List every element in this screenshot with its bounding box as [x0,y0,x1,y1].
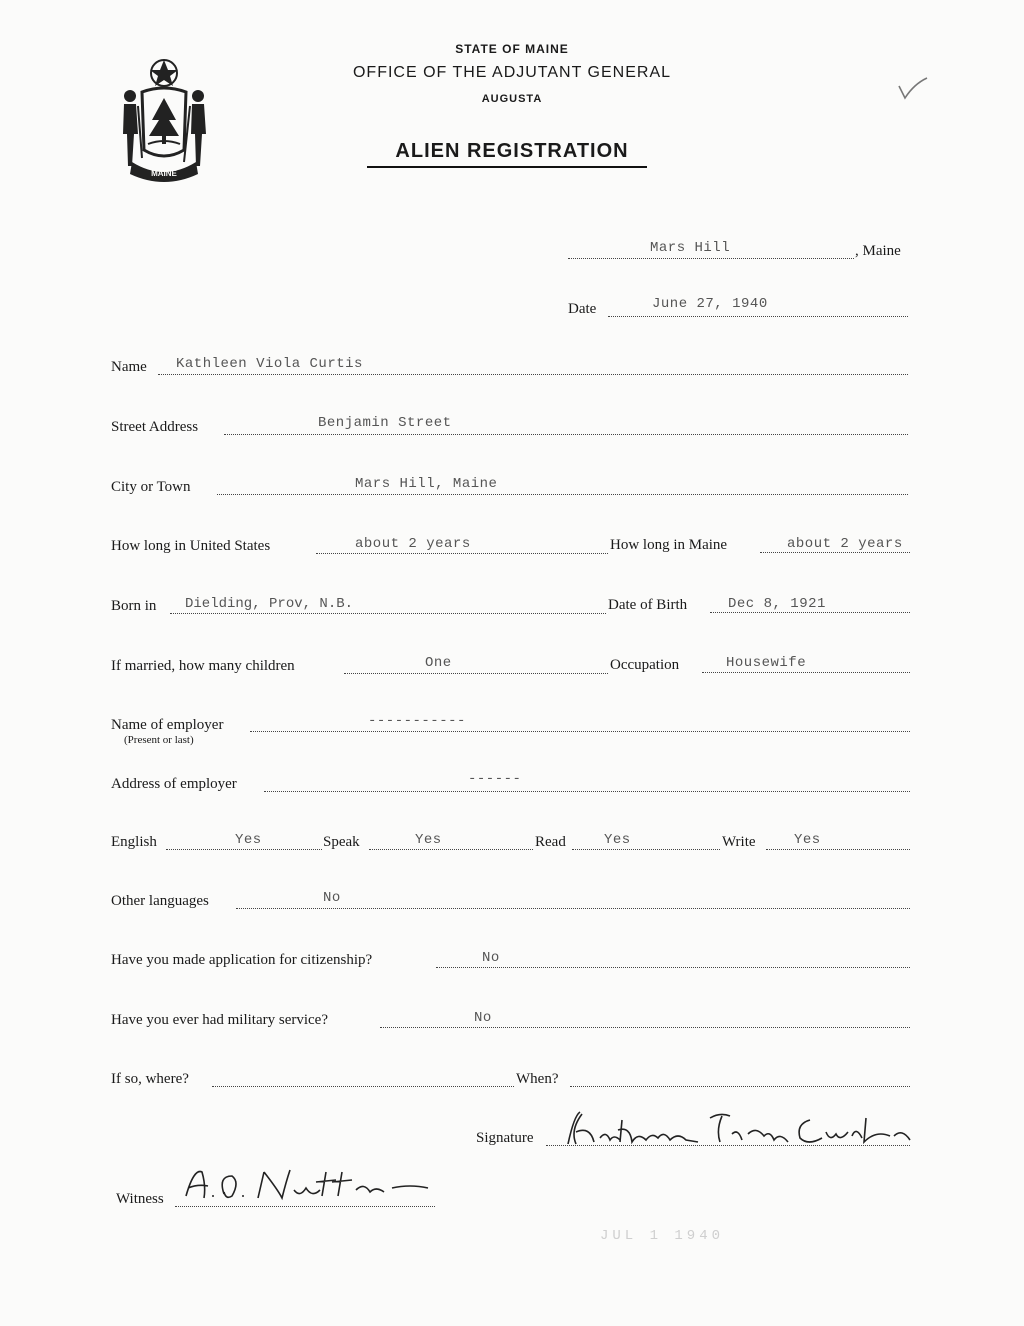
citizenship-label: Have you made application for citizenship? [111,952,373,968]
place-value: Mars Hill [650,240,731,256]
us-duration-value: about 2 years [355,536,471,552]
employer-sublabel: (Present or last) [124,734,194,746]
name-value: Kathleen Viola Curtis [176,356,363,372]
speak-line [369,849,533,850]
date-label: Date [568,301,597,317]
signature-label: Signature [476,1130,534,1146]
other-languages-value: No [323,890,341,906]
citizenship-line [436,967,910,968]
born-in-value: Dielding, Prov, N.B. [185,596,354,612]
other-languages-label: Other languages [111,893,209,909]
employer-line [250,731,910,732]
speak-value: Yes [415,832,442,848]
military-line [380,1027,910,1028]
maine-duration-label: How long in Maine [610,537,728,553]
english-line [166,849,322,850]
born-in-label: Born in [111,598,157,614]
title-underline [367,166,647,168]
children-value: One [425,655,452,671]
street-label: Street Address [111,419,199,435]
where-line [212,1086,514,1087]
state-heading: STATE OF MAINE [455,42,569,56]
write-value: Yes [794,832,821,848]
employer-address-line [264,791,910,792]
us-duration-line [316,553,608,554]
employer-address-label: Address of employer [111,776,237,792]
city-value: Mars Hill, Maine [355,476,498,492]
read-label: Read [535,834,566,850]
us-duration-label: How long in United States [111,538,271,554]
name-label: Name [111,359,147,375]
street-value: Benjamin Street [318,415,452,431]
occupation-label: Occupation [610,657,680,673]
write-label: Write [722,834,756,850]
occupation-line [702,672,910,673]
occupation-value: Housewife [726,655,807,671]
date-line [608,316,908,317]
form-title: ALIEN REGISTRATION [395,140,629,162]
english-label: English [111,834,157,850]
citizenship-value: No [482,950,500,966]
when-line [570,1086,910,1087]
employer-address-value: ------ [468,771,522,787]
svg-text:MAINE: MAINE [151,169,177,178]
born-in-line [170,613,606,614]
military-label: Have you ever had military service? [111,1012,328,1028]
place-line [568,258,854,259]
dob-value: Dec 8, 1921 [728,596,826,612]
children-label: If married, how many children [111,658,295,674]
name-line [158,374,908,375]
signature-handwriting [560,1108,920,1156]
other-languages-line [236,908,910,909]
city-heading: AUGUSTA [481,93,543,105]
city-label: City or Town [111,479,191,495]
read-line [572,849,720,850]
write-line [766,849,910,850]
dob-line [710,612,910,613]
witness-handwriting [180,1162,440,1210]
when-label: When? [516,1071,559,1087]
speak-label: Speak [323,834,360,850]
maine-duration-value: about 2 years [787,536,903,552]
employer-label: Name of employer [111,717,224,733]
military-value: No [474,1010,492,1026]
read-value: Yes [604,832,631,848]
street-line [224,434,908,435]
children-line [344,673,608,674]
place-suffix: , Maine [855,243,901,259]
english-value: Yes [235,832,262,848]
office-heading: OFFICE OF THE ADJUTANT GENERAL [352,64,672,81]
check-mark-icon [896,76,930,104]
dob-label: Date of Birth [608,597,688,613]
witness-label: Witness [116,1191,164,1207]
faded-date-stamp: JUL 1 1940 [600,1228,725,1244]
city-line [217,494,908,495]
maine-duration-line [760,552,910,553]
employer-value: ----------- [368,713,466,729]
where-label: If so, where? [111,1071,189,1087]
date-value: June 27, 1940 [652,296,768,312]
